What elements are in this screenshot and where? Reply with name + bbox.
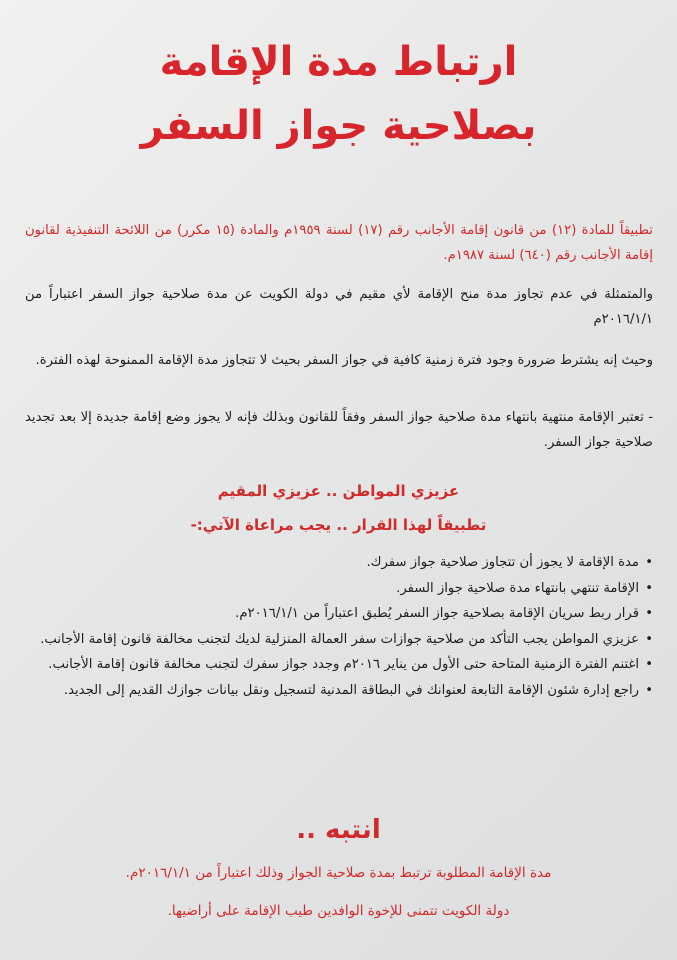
residence-rule-paragraph: والمتمثلة في عدم تجاوز مدة منح الإقامة لأي مقيم في دولة الكويت عن مدة صلاحية جواز السفر اعتباراً من ٢٠١٦/١/١م [25, 287, 653, 327]
instructions-subheading: تطبيقاً لهذا القرار .. يجب مراعاة الآتي:- [190, 516, 487, 534]
warning-line-2: دولة الكويت تتمنى للإخوة الوافدين طيب الإقامة على أراضيها. [167, 903, 510, 919]
bullet-icon: • [645, 631, 653, 647]
bullet-icon: • [645, 606, 653, 621]
title-line-1: ارتباط مدة الإقامة [159, 39, 518, 85]
greeting-subheading: عزيزي المواطن .. عزيزي المقيم [217, 482, 460, 500]
list-item-text: قرار ربط سريان الإقامة بصلاحية جواز السفر يُطبق اعتباراً من ٢٠١٦/١/١م. [235, 606, 639, 621]
list-item [25, 678, 653, 704]
list-item [25, 601, 653, 627]
list-item [25, 576, 653, 602]
bullet-icon: • [645, 580, 653, 596]
list-item [25, 627, 653, 653]
legal-reference-paragraph: تطبيقاً للمادة (١٢) من قانون إقامة الأجانب رقم (١٧) لسنة ١٩٥٩م والمادة (١٥ مكرر) من اللائحة التنفيذية لقانون إقامة الأجانب رقم (٦٤٠) لسنة ١٩٨٧م. [25, 223, 653, 263]
bullet-icon: • [645, 555, 653, 570]
list-item-text: عزيزي المواطن يجب التأكد من صلاحية جوازات سفر العمالة المنزلية لديك لتجنب مخالفة قانون إقامة الأجانب. [40, 631, 639, 647]
title-line-2: بصلاحية جواز السفر [140, 103, 537, 149]
list-item [25, 550, 653, 576]
bullet-icon: • [645, 657, 653, 672]
passport-period-paragraph: وحيث إنه يشترط ضرورة وجود فترة زمنية كافية في جواز السفر بحيث لا تتجاوز مدة الإقامة الممنوحة لهذه الفترة. [35, 353, 653, 368]
warning-title: انتبه .. [296, 815, 381, 845]
list-item-text: مدة الإقامة لا يجوز أن تتجاوز صلاحية جواز سفرك. [366, 555, 639, 570]
list-item-text: الإقامة تنتهي بانتهاء مدة صلاحية جواز السفر. [396, 580, 639, 596]
list-item-text: اغتنم الفترة الزمنية المتاحة حتى الأول من يناير ٢٠١٦م وجدد جواز سفرك لتجنب مخالفة قانون إقامة الأجانب. [48, 657, 639, 672]
flyer-title [0, 30, 677, 158]
expiry-paragraph: - تعتبر الإقامة منتهية بانتهاء مدة صلاحية جواز السفر وفقاً للقانون وبذلك فإنه لا يجوز وضع إقامة جديدة إلا بعد تجديد صلاحية جواز السفر. [25, 410, 653, 450]
list-item [25, 652, 653, 678]
list-item-text: راجع إدارة شئون الإقامة التابعة لعنوانك في البطاقة المدنية لتسجيل ونقل بيانات جوازك القديم إلى الجديد. [63, 682, 639, 698]
bullet-icon: • [645, 682, 653, 698]
instructions-list [25, 550, 653, 703]
warning-line-1: مدة الإقامة المطلوبة ترتبط بمدة صلاحية الجواز وذلك اعتباراً من ٢٠١٦/١/١م. [125, 865, 552, 881]
